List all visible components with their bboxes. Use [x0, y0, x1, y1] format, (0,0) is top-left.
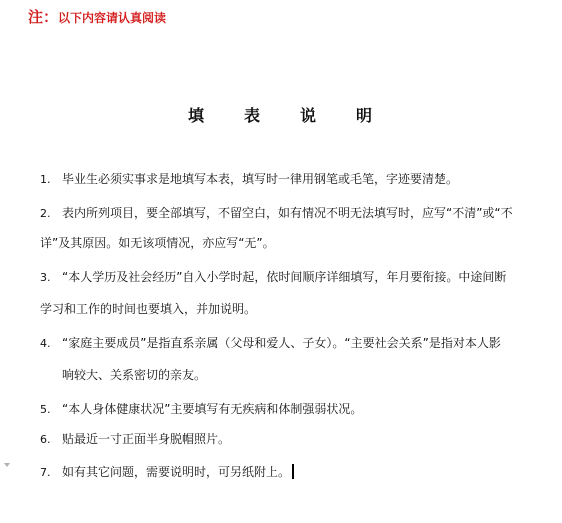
item-text: 响较大、关系密切的亲友。 — [62, 368, 207, 382]
list-item-7 — [40, 464, 294, 481]
notice-text: 以下内容请认真阅读 — [58, 11, 167, 25]
item-number: 6. — [40, 433, 51, 446]
item-text: “家庭主要成员”是指直系亲属（父母和爱人、子女）。“主要社会关系”是指对本人影 — [62, 336, 501, 350]
item-number: 3. — [40, 271, 51, 284]
list-item-3 — [40, 269, 506, 286]
list-item-1 — [40, 171, 458, 188]
item-text: 如有其它问题，需要说明时，可另纸附上。 — [62, 465, 291, 479]
text-cursor[interactable] — [292, 464, 294, 479]
list-item-2 — [40, 205, 513, 222]
list-item-5 — [40, 401, 362, 418]
list-item-3-continued — [40, 301, 256, 317]
list-item-2-continued — [40, 235, 275, 251]
title-char-4: 明 — [356, 106, 375, 125]
title-char-1: 填 — [187, 106, 206, 125]
title-char-3: 说 — [300, 106, 319, 125]
margin-marker-icon — [4, 463, 10, 467]
item-number: 5. — [40, 403, 51, 416]
item-number: 7. — [40, 466, 51, 479]
list-item-4 — [40, 335, 501, 352]
item-text: 详”及其原因。如无该项情况，亦应写“无”。 — [40, 236, 275, 250]
page-title — [0, 103, 562, 126]
item-text: “本人学历及社会经历”自入小学时起，依时间顺序详细填写，年月要衔接。中途间断 — [62, 270, 507, 284]
item-number: 4. — [40, 337, 51, 350]
item-text: 表内所列项目，要全部填写，不留空白，如有情况不明无法填写时，应写“不清”或“不 — [62, 206, 513, 220]
title-char-2: 表 — [243, 106, 262, 125]
notice-prefix: 注： — [28, 8, 59, 26]
notice-banner — [28, 6, 166, 27]
item-text: 毕业生必须实事求是地填写本表，填写时一律用钢笔或毛笔，字迹要清楚。 — [62, 172, 459, 186]
item-number: 2. — [40, 207, 51, 220]
item-text: “本人身体健康状况”主要填写有无疾病和体制强弱状况。 — [62, 402, 363, 416]
list-item-6 — [40, 431, 230, 448]
item-text: 贴最近一寸正面半身脱帽照片。 — [62, 432, 231, 446]
item-text: 学习和工作的时间也要填入，并加说明。 — [40, 302, 257, 316]
item-number: 1. — [40, 173, 51, 186]
list-item-4-continued — [62, 367, 206, 383]
